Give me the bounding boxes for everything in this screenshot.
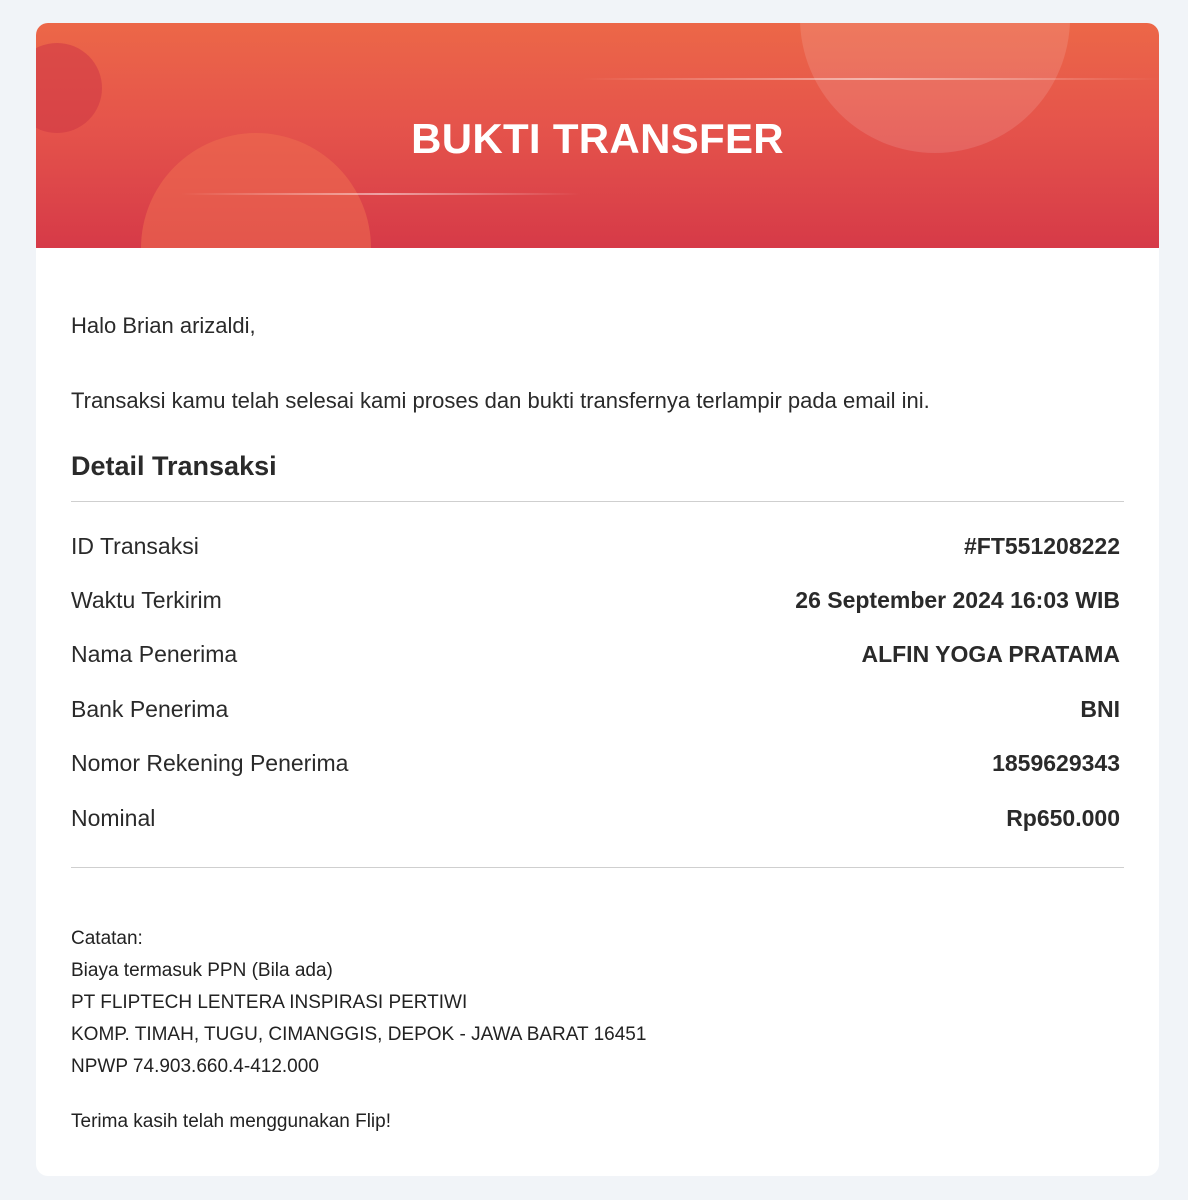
header-banner: [36, 23, 1159, 248]
detail-row-transaction-id: [71, 519, 1124, 573]
email-card: [36, 23, 1159, 1176]
notes-line: NPWP 74.903.660.4-412.000: [71, 1056, 319, 1077]
transaction-details: [71, 519, 1124, 845]
decorative-line: [181, 193, 581, 195]
detail-label: Nominal: [71, 804, 156, 831]
detail-value: 26 September 2024 16:03 WIB: [795, 587, 1120, 614]
thanks-text: Terima kasih telah menggunakan Flip!: [71, 1111, 392, 1132]
detail-value: #FT551208222: [963, 532, 1120, 559]
detail-value: 1859629343: [992, 750, 1120, 777]
detail-value: BNI: [1080, 695, 1120, 722]
detail-label: Waktu Terkirim: [71, 587, 222, 614]
notes-section: [71, 923, 646, 1083]
notes-line: KOMP. TIMAH, TUGU, CIMANGGIS, DEPOK - JAWA BARAT 16451: [71, 1024, 647, 1045]
detail-row-account-number: [71, 737, 1124, 791]
detail-row-amount: [71, 791, 1124, 845]
notes-line: PT FLIPTECH LENTERA INSPIRASI PERTIWI: [71, 992, 468, 1013]
detail-row-recipient-bank: [71, 682, 1124, 736]
detail-value: Rp650.000: [1006, 804, 1120, 831]
page-title: BUKTI TRANSFER: [411, 115, 784, 162]
detail-label: Nomor Rekening Penerima: [71, 750, 349, 777]
divider: [71, 867, 1124, 868]
detail-label: Nama Penerima: [71, 641, 238, 668]
detail-label: ID Transaksi: [71, 532, 199, 559]
detail-row-recipient-name: [71, 628, 1124, 682]
divider: [71, 501, 1124, 502]
detail-row-sent-time: [71, 573, 1124, 627]
notes-heading: Catatan:: [71, 928, 143, 949]
notes-line: Biaya termasuk PPN (Bila ada): [71, 960, 333, 981]
detail-label: Bank Penerima: [71, 695, 229, 722]
detail-value: ALFIN YOGA PRATAMA: [861, 641, 1120, 668]
section-title: Detail Transaksi: [71, 451, 277, 481]
decorative-line: [581, 78, 1159, 80]
greeting-text: Halo Brian arizaldi,: [71, 313, 256, 338]
intro-text: Transaksi kamu telah selesai kami proses dan bukti transfernya terlampir pada email ini.: [71, 388, 930, 413]
